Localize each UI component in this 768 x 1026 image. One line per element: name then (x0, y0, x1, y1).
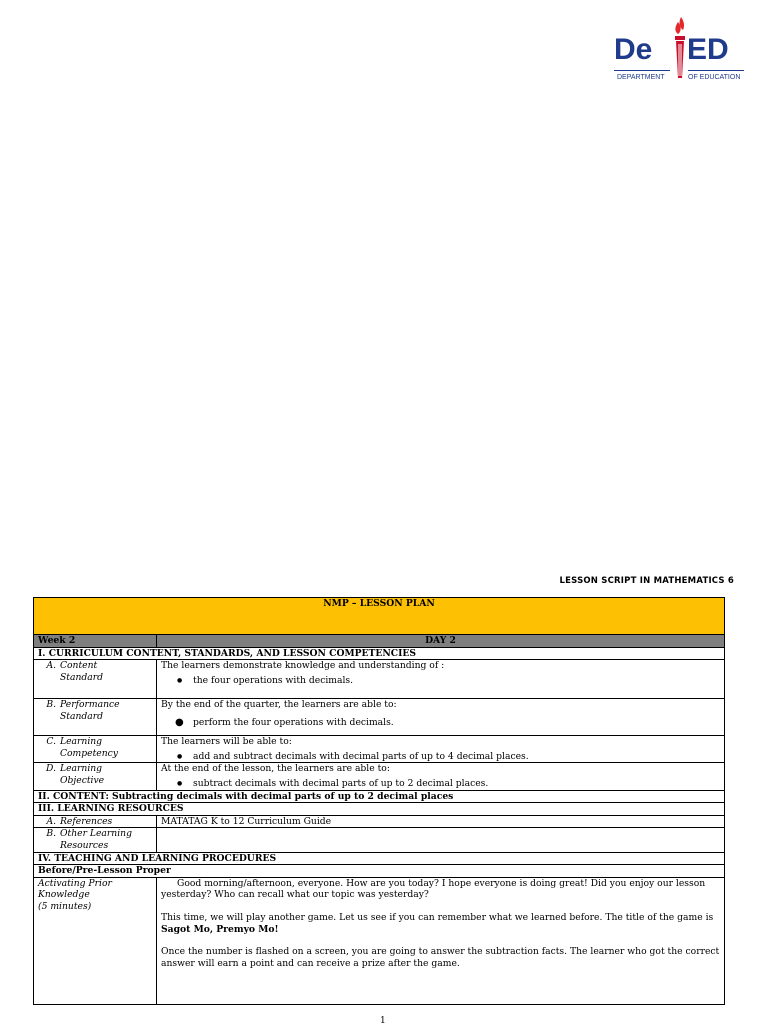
section-content-row (34, 790, 725, 803)
lesson-plan-table (33, 597, 725, 1005)
other-resources-label: B. Other Learning Resources (34, 828, 157, 852)
other-resources-value (157, 828, 725, 852)
learning-objective-text: At the end of the lesson, the learners are able to: ● subtract decimals with decimal parts of up to 2 decimal places. (157, 763, 725, 790)
day-label: DAY 2 (157, 635, 725, 648)
performance-standard-row (34, 699, 725, 736)
section-resources-row (34, 803, 725, 816)
paragraph: Good morning/afternoon, everyone. How are you today? I hope everyone is doing great! Did you enjoy our lesson yesterday? Who can recall what our topic was yesterday? (161, 877, 706, 901)
svg-text:DEPARTMENT: DEPARTMENT (617, 74, 665, 81)
torch-icon (675, 17, 685, 78)
section-curriculum-heading: I. CURRICULUM CONTENT, STANDARDS, AND LESSON COMPETENCIES (34, 647, 725, 660)
lesson-plan-title: NMP – LESSON PLAN (34, 598, 725, 635)
section-content-heading: II. CONTENT: Subtracting decimals with decimal parts of up to 2 decimal places (34, 790, 725, 803)
section-procedures-row (34, 852, 725, 865)
performance-standard-text: By the end of the quarter, the learners are able to: ● perform the four operations with decimals. (157, 699, 725, 736)
svg-text:OF EDUCATION: OF EDUCATION (688, 74, 741, 81)
activating-prior-knowledge-label: Activating Prior Knowledge (5 minutes) (34, 877, 157, 1004)
table-header-row (34, 598, 725, 635)
learning-competency-row (34, 736, 725, 763)
svg-text:De: De (614, 33, 653, 66)
references-label: A. References (34, 815, 157, 828)
paragraph: This time, we will play another game. Let us see if you can remember what we learned before. The title of the game is Sagot Mo, Premyo Mo! (161, 911, 714, 935)
list-item: ● subtract decimals with decimal parts of up to 2 decimal places. (193, 778, 720, 790)
learning-competency-label: C. Learning Competency (34, 736, 157, 763)
svg-text:ED: ED (687, 33, 729, 66)
section-procedures-heading: IV. TEACHING AND LEARNING PROCEDURES (34, 852, 725, 865)
lesson-script-title: LESSON SCRIPT IN MATHEMATICS 6 (559, 576, 734, 586)
before-lesson-row (34, 865, 725, 878)
list-item: ● add and subtract decimals with decimal parts of up to 4 decimal places. (193, 751, 720, 763)
game-title: Sagot Mo, Premyo Mo! (161, 923, 279, 935)
week-day-row (34, 635, 725, 648)
deped-logo (612, 14, 748, 84)
before-lesson-heading: Before/Pre-Lesson Proper (34, 865, 725, 878)
other-resources-row (34, 828, 725, 852)
references-row (34, 815, 725, 828)
deped-logo-graphic (612, 14, 748, 84)
content-standard-row (34, 660, 725, 699)
content-standard-label: A. Content Standard (34, 660, 157, 699)
activating-prior-knowledge-row (34, 877, 725, 1004)
page-number: 1 (380, 1016, 386, 1026)
list-item: ● the four operations with decimals. (193, 675, 720, 687)
content-standard-text: The learners demonstrate knowledge and understanding of : ● the four operations with decimals. (157, 660, 725, 699)
learning-objective-label: D. Learning Objective (34, 763, 157, 790)
learning-competency-text: The learners will be able to: ● add and subtract decimals with decimal parts of up to 4 decimal places. (157, 736, 725, 763)
references-value: MATATAG K to 12 Curriculum Guide (157, 815, 725, 828)
week-label: Week 2 (34, 635, 157, 648)
paragraph: Once the number is flashed on a screen, you are going to answer the subtraction facts. The learner who got the correct answer will earn a point and can receive a prize after the game. (161, 946, 720, 969)
learning-objective-row (34, 763, 725, 790)
performance-standard-label: B. Performance Standard (34, 699, 157, 736)
section-resources-heading: III. LEARNING RESOURCES (34, 803, 725, 816)
section-curriculum-row (34, 647, 725, 660)
list-item: ● perform the four operations with decimals. (193, 717, 720, 729)
activating-prior-knowledge-text (157, 877, 725, 1004)
